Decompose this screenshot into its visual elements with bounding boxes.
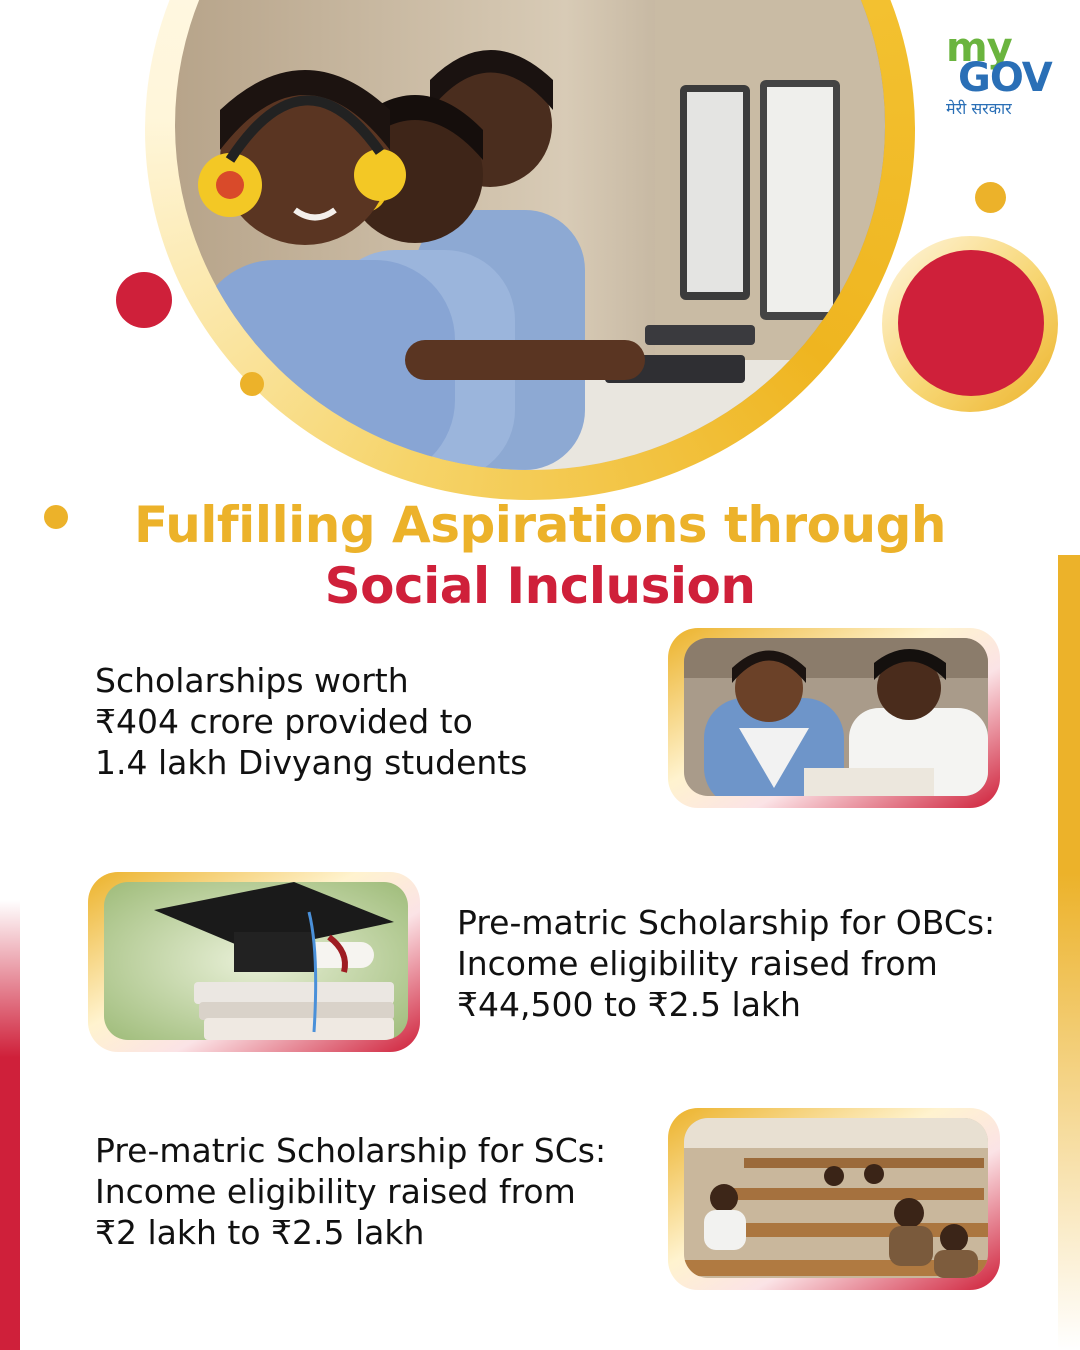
fact-sc-scholarship: Pre-matric Scholarship for SCs: Income eligibility raised from ₹2 lakh to ₹2.5 lakh: [95, 1131, 607, 1252]
photo-students-studying: [684, 638, 988, 796]
fact-obc-scholarship: Pre-matric Scholarship for OBCs: Income eligibility raised from ₹44,500 to ₹2.5 lakh: [457, 903, 996, 1024]
headline-line-1: Fulfilling Aspirations through: [134, 496, 946, 554]
fact-divyang-scholarships: Scholarships worth ₹404 crore provided to 1.4 lakh Divyang students: [95, 661, 528, 782]
decorative-yellow-dot: [240, 372, 264, 396]
right-accent-bar: [1058, 555, 1080, 1350]
decorative-yellow-dot: [975, 182, 1006, 213]
photo-exam-hall: [684, 1118, 988, 1278]
logo-tagline: मेरी सरकार: [946, 99, 1012, 118]
mygov-logo: [940, 25, 1060, 128]
headline-line-2: Social Inclusion: [324, 557, 756, 615]
photo-graduation-cap-books: [104, 882, 408, 1040]
left-accent-bar: [0, 900, 20, 1350]
logo-gov-text: GOV: [958, 55, 1052, 101]
decorative-red-dot: [116, 272, 172, 328]
logo-my-text: my: [946, 25, 1012, 71]
decorative-red-circle: [898, 250, 1044, 396]
